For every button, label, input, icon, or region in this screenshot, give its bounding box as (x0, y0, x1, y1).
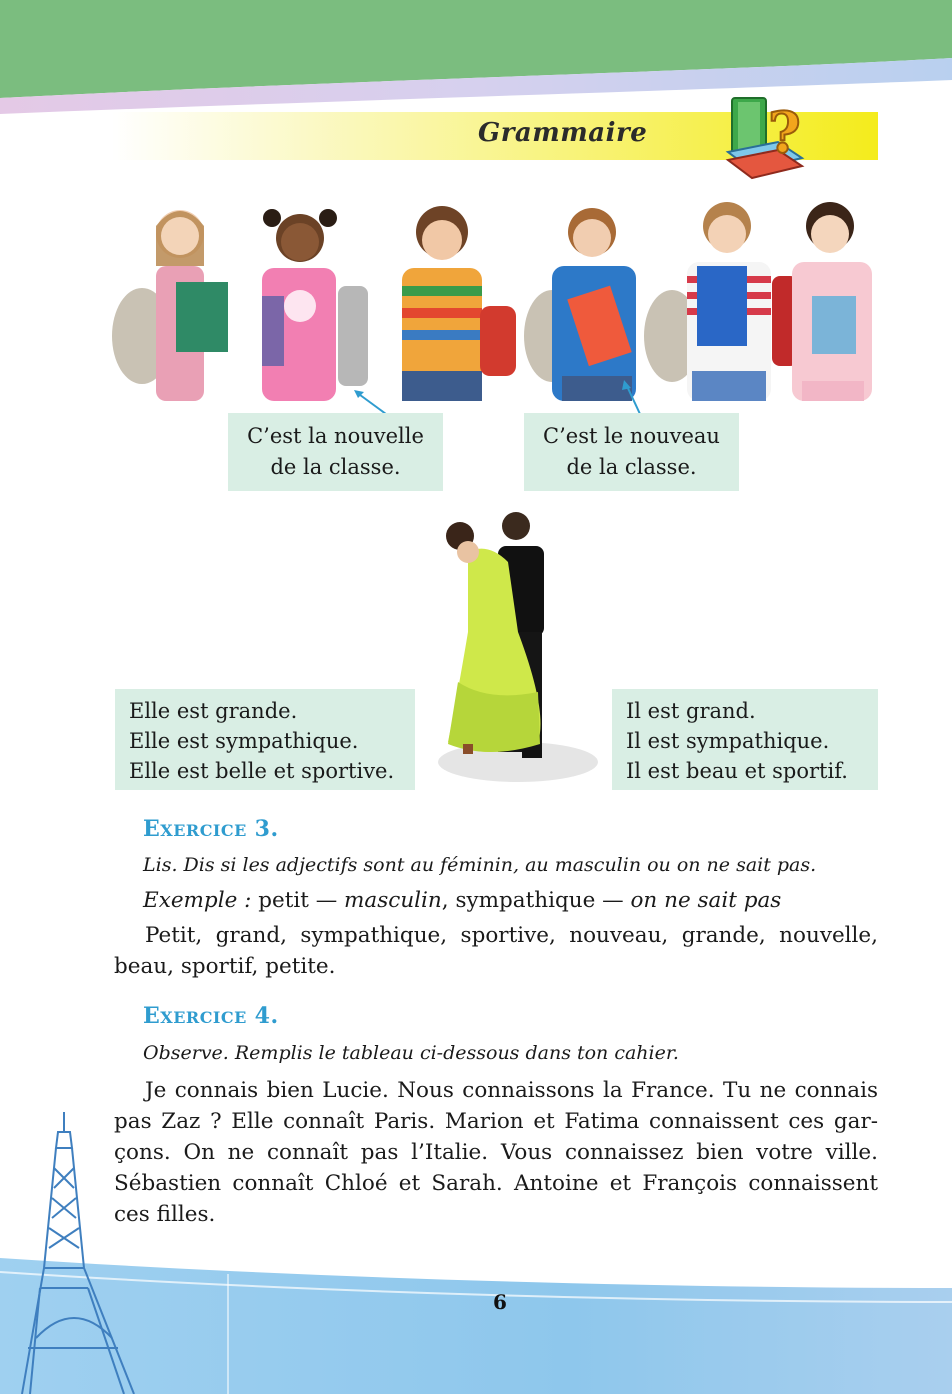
example-word-1: petit — (258, 888, 338, 913)
caption-girl-line-2: de la classe. (270, 455, 401, 479)
exercise-3-line: Petit, grand, sympathique, sportive, nouveau, grande, nouvelle, (145, 923, 878, 948)
exercise-3-instruction: Lis. Dis si les adjectifs sont au féminin, au masculin ou on ne sait pas. (143, 854, 817, 876)
example-label: Exemple : (143, 888, 252, 913)
exercise-4-line: pas Zaz ? Elle connaît Paris. Marion et Fatima connaissent ces gar- (114, 1109, 878, 1134)
book-question-icon (718, 92, 818, 184)
arrow-to-boy (618, 378, 648, 416)
masculine-line-2: Il est sympathique. (626, 729, 830, 753)
example-answer-1: masculin (344, 888, 442, 913)
dancers-photo (428, 512, 606, 788)
exercise-3-line: beau, sportif, petite. (114, 954, 336, 979)
masculine-description (612, 689, 878, 790)
feminine-line-3: Elle est belle et sportive. (129, 759, 395, 783)
exercise-4-line: Sébastien connaît Chloé et Sarah. Antoine et François connaissent (114, 1171, 878, 1196)
exercise-4-line: çons. On ne connaît pas l’Italie. Vous connaissez bien votre ville. (114, 1140, 878, 1165)
caption-boy-line-1: C’est le nouveau (543, 424, 720, 448)
exercise-4-text (114, 1075, 878, 1230)
masculine-line-3: Il est beau et sportif. (626, 759, 848, 783)
caption-girl (228, 413, 443, 491)
exercise-3-heading: EXERCICE 3. (143, 816, 279, 842)
exercise-3-text (114, 920, 878, 982)
page-number: 6 (493, 1290, 507, 1314)
feminine-line-1: Elle est grande. (129, 699, 298, 723)
exercise-4-line: ces filles. (114, 1202, 216, 1227)
eiffel-tower-icon (14, 1108, 174, 1394)
exercise-4-line: Je connais bien Lucie. Nous connaissons la France. Tu ne connais (145, 1078, 878, 1103)
exercise-3-example (143, 888, 781, 913)
masculine-line-1: Il est grand. (626, 699, 756, 723)
feminine-description (115, 689, 415, 790)
caption-boy-line-2: de la classe. (566, 455, 697, 479)
exercise-4-instruction: Observe. Remplis le tableau ci-dessous dans ton cahier. (143, 1042, 679, 1064)
example-answer-2: on ne sait pas (630, 888, 782, 913)
caption-boy (524, 413, 739, 491)
example-word-2: , sympathique — (441, 888, 624, 913)
caption-girl-line-1: C’est la nouvelle (247, 424, 424, 448)
exercise-4-heading: EXERCICE 4. (143, 1003, 279, 1029)
section-title: Grammaire (478, 118, 648, 148)
arrow-to-girl (350, 386, 390, 416)
svg-text:?: ? (768, 100, 801, 166)
children-photo (112, 196, 878, 401)
feminine-line-2: Elle est sympathique. (129, 729, 359, 753)
